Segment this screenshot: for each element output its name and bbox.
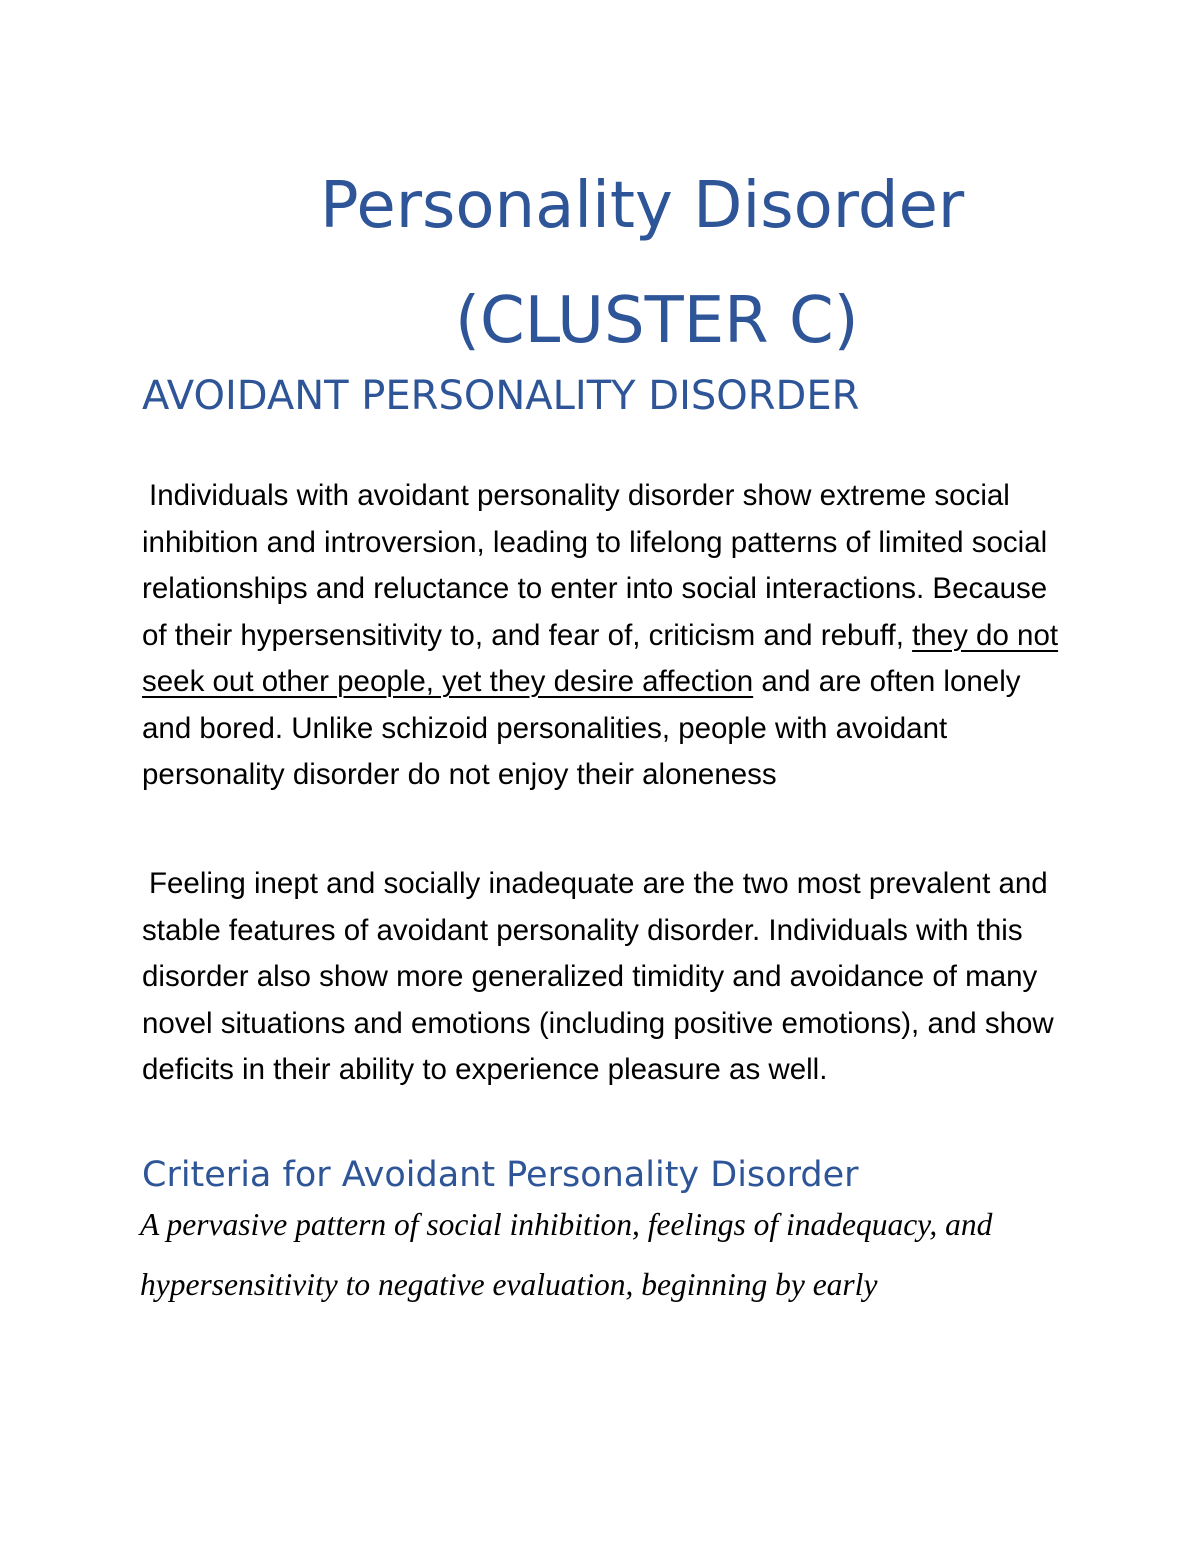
criteria-text: A pervasive pattern of social inhibition, feelings of inadequacy, and hypersensitivity to negative evaluation, beginning by early (140, 1207, 993, 1302)
paragraph-1-underlined-text: they do not seek out other people, yet they desire affection (142, 618, 1059, 698)
criteria-heading: Criteria for Avoidant Personality Disorder (142, 1155, 859, 1195)
paragraph-1-text-end: and are often lonely and bored. Unlike schizoid personalities, people with avoidant personality disorder do not enjoy their aloneness (142, 665, 1021, 791)
page-title-line-1: Personality Disorder (320, 169, 965, 243)
body-paragraph-2: Feeling inept and socially inadequate are the two most prevalent and stable features of avoidant personality disorder. Individuals with this disorder also show more generalized timidity and avoidance of many novel situations and emotions (including positive emotions), and show deficits in their ability to experience pleasure as well. (142, 867, 1054, 1086)
paragraph-1-text-start: Individuals with avoidant personality disorder show extreme social inhibition and introversion, leading to lifelong patterns of limited social relationships and reluctance to enter into social interactions. Because of their hypersensitivity to, and fear of, criticism and rebuff, (142, 479, 1048, 652)
section-heading: AVOIDANT PERSONALITY DISORDER (142, 373, 860, 419)
page-title-line-2: (CLUSTER C) (455, 284, 859, 358)
body-paragraph-1 (142, 473, 1072, 799)
